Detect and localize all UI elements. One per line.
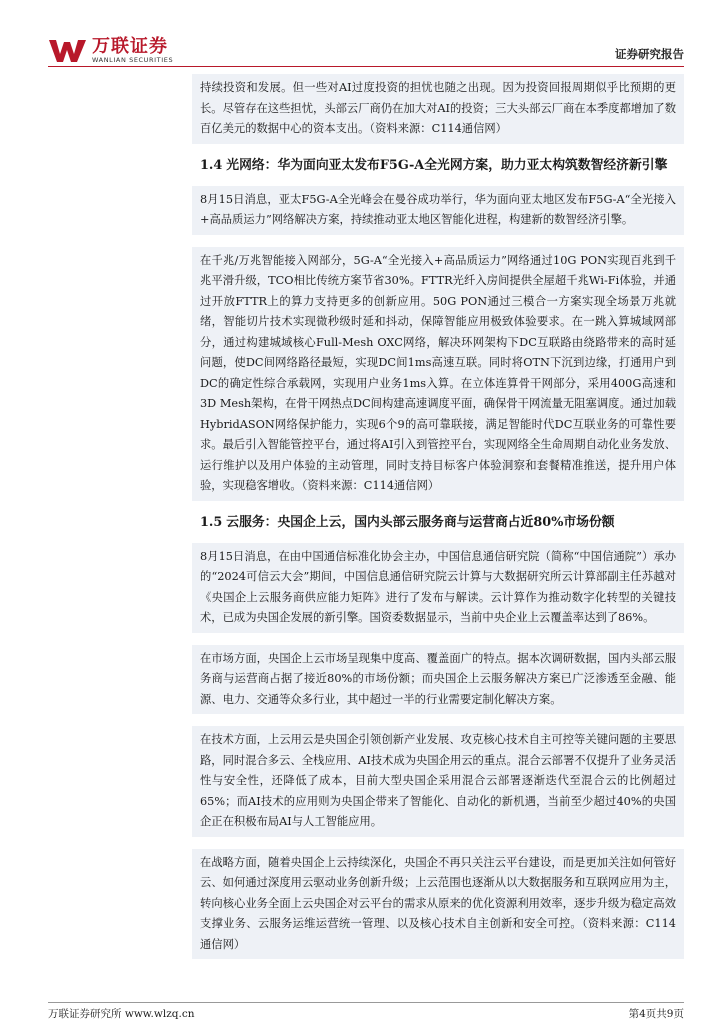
section-title-text: 云服务：央国企上云，国内头部云服务商与运营商占近80%市场份额	[226, 514, 615, 530]
paragraph-cloud-market: 在市场方面，央国企上云市场呈现集中度高、覆盖面广的特点。据本次调研数据，国内头部云服务商与运营商占据了接近80%的市场份额；而央国企上云服务解决方案已广泛渗透至金融、能源、电力、交通等众多行业，其中超过一半的行业需要定制化解决方案。	[192, 645, 684, 715]
paragraph-cloud-technology: 在技术方面，上云用云是央国企引领创新产业发展、攻克核心技术自主可控等关键问题的主要思路，同时混合多云、全栈应用、AI技术成为央国企用云的重点。混合云部署不仅提升了业务灵活性与安全性，还降低了成本，目前大型央国企采用混合云部署逐渐迭代至混合云的比例超过65%；而AI技术的应用则为央国企带来了智能化、自动化的新机遇，当前至少超过40%的央国企正在积极布局AI与人工智能应用。	[192, 726, 684, 837]
footer-institute: 万联证券研究所 www.wlzq.cn	[48, 1008, 195, 1020]
paragraph-f5g-summit: 8月15日消息，亚太F5G-A全光峰会在曼谷成功举行，华为面向亚太地区发布F5G-A“全光接入+高品质运力”网络解决方案，持续推动亚太地区智能化进程，构建新的数智经济引擎。	[192, 186, 684, 235]
section-number: 1.4	[200, 157, 223, 173]
report-type-label: 证券研究报告	[615, 47, 684, 61]
section-number: 1.5	[200, 514, 223, 530]
page-footer	[48, 1006, 684, 1022]
paragraph-cloud-strategy: 在战略方面，随着央国企上云持续深化，央国企不再只关注云平台建设，而是更加关注如何管好云、如何通过深度用云驱动业务创新升级；上云范围也逐渐从以大数据服务和互联网应用为主，转向核心业务全面上云央国企对云平台的需求从原来的优化资源利用效率，逐步升级为稳定高效支撑业务、云服务运维运营统一管理、以及核心技术自主创新和安全可控。（资料来源：C114通信网）	[192, 849, 684, 960]
company-logo	[48, 36, 173, 66]
paragraph-f5g-details: 在千兆/万兆智能接入网部分，5G-A“全光接入+高品质运力”网络通过10G PON实现百兆到千兆平滑升级，TCO相比传统方案节省30%。FTTR光纤入房间提供全屋超千兆Wi-Fi体验，并通过开放FTTR上的算力支持更多的创新应用。50G PON通过三模合一方案实现全场景万兆就绪，智能切片技术实现微秒级时延和抖动，保障智能应用极致体验要求。在一跳入算城域网部分，通过构建城域核心Full-Mesh OXC网络，解决环网架构下DC互联路由绕路带来的高时延问题，使DC间网络路径最短，实现DC间1ms高速互联。同时将OTN下沉到边缘，打通用户到DC的确定性综合承载网，实现用户业务1ms入算。在立体连算骨干网部分，采用400G高速和3D Mesh架构，在骨干网热点DC间构建高速调度平面，确保骨干网流量无阻塞调度。通过加载HybridASON网络保护能力，实现6个9的高可靠联接，满足智能时代DC互联业务的可靠性要求。最后引入智能管控平台，通过将AI引入到管控平台，实现网络全生命周期自动化业务发放、运行维护以及用户体验的主动管理，同时支持目标客户体验洞察和套餐精准推送，提升用户体验，实现稳客增收。（资料来源：C114通信网）	[192, 247, 684, 501]
page-header	[48, 36, 684, 66]
section-heading-1-5	[192, 513, 684, 533]
report-body	[192, 74, 684, 971]
paragraph-cloud-conference: 8月15日消息，在由中国通信标准化协会主办，中国信息通信研究院（简称“中国信通院”）承办的“2024可信云大会”期间，中国信息通信研究院云计算与大数据研究所云计算部副主任苏越对《央国企上云服务商供应能力矩阵》进行了发布与解读。云计算作为推动数字化转型的关键技术，已成为央国企发展的新引擎。国资委数据显示，当前中央企业上云覆盖率达到了86%。	[192, 543, 684, 633]
logo-chinese-name: 万联证券	[92, 36, 168, 57]
paragraph-ai-investment: 持续投资和发展。但一些对AI过度投资的担忧也随之出现。因为投资回报周期似乎比预期的更长。尽管存在这些担忧，头部云厂商仍在加大对AI的投资；三大头部云厂商在本季度都增加了数百亿美元的数据中心的资本支出。（资料来源：C114通信网）	[192, 74, 684, 144]
page-number: 第4页共9页	[628, 1008, 684, 1020]
header-divider	[48, 66, 684, 67]
section-heading-1-4	[192, 156, 684, 176]
logo-english-name: WANLIAN SECURITIES	[92, 56, 174, 64]
wanlian-logo-icon	[48, 38, 88, 64]
section-title-text: 光网络：华为面向亚太发布F5G-A全光网方案，助力亚太构筑数智经济新引擎	[226, 157, 668, 173]
footer-divider	[48, 1002, 684, 1003]
